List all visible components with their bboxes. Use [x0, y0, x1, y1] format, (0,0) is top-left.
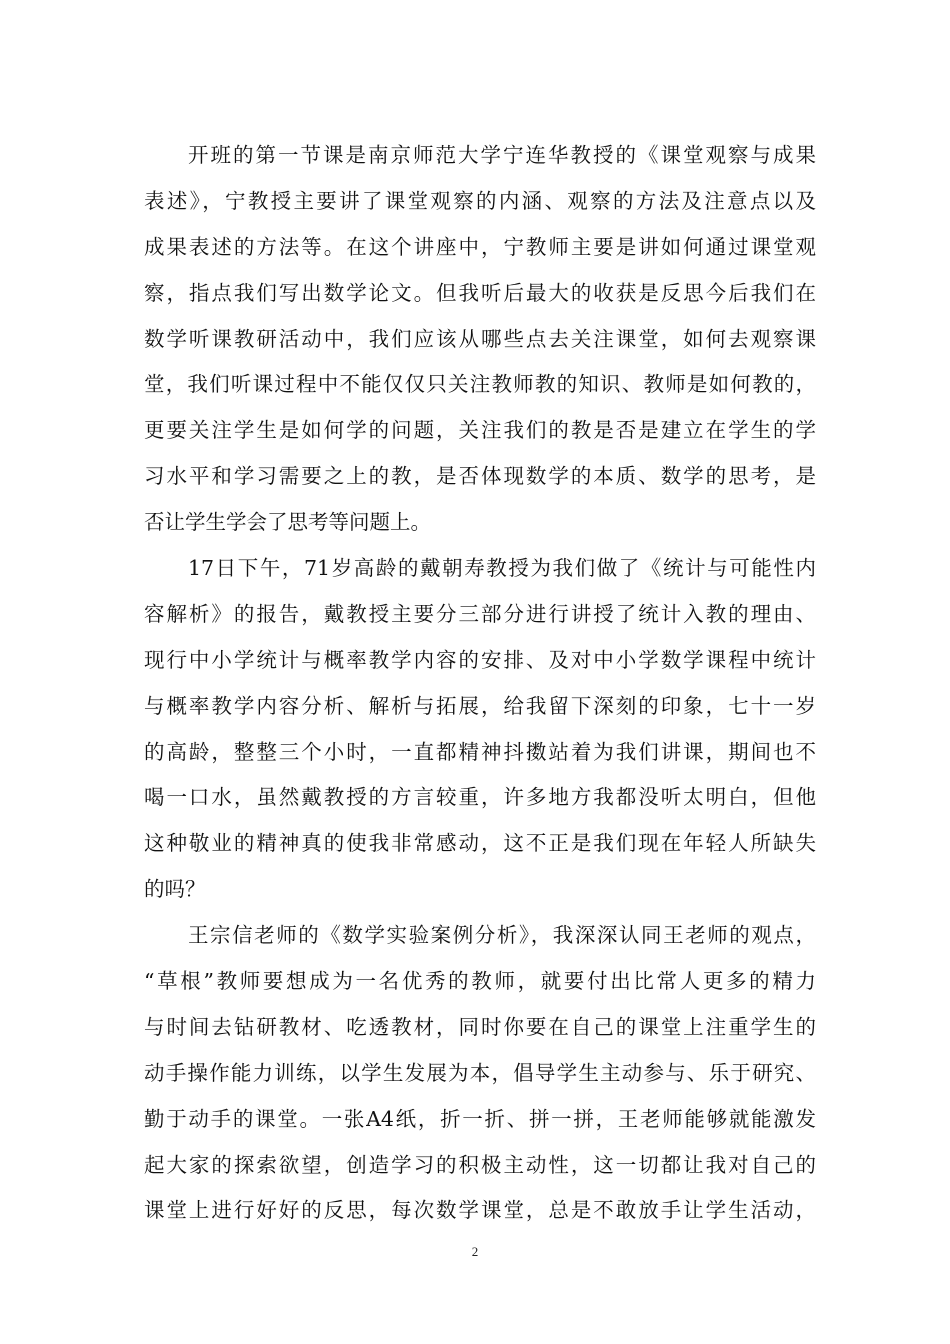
- text-line: 容解析》的报告，戴教授主要分三部分进行讲授了统计入教的理由、: [144, 601, 816, 626]
- text-line: 的吗？: [144, 877, 206, 902]
- text-line: 17日下午，71岁高龄的戴朝寿教授为我们做了《统计与可能性内: [188, 556, 816, 581]
- text-line: 习水平和学习需要之上的教，是否体现数学的本质、数学的思考，是: [144, 464, 816, 489]
- text-line: 与概率教学内容分析、解析与拓展，给我留下深刻的印象，七十一岁: [144, 693, 816, 718]
- page-number: 2: [471, 1244, 479, 1259]
- text-line: 察，指点我们写出数学论文。但我听后最大的收获是反思今后我们在: [144, 280, 816, 305]
- text-line: 与时间去钻研教材、吃透教材，同时你要在自己的课堂上注重学生的: [144, 1014, 816, 1039]
- text-line: 堂，我们听课过程中不能仅仅只关注教师教的知识、教师是如何教的，: [144, 372, 816, 397]
- text-line: 更要关注学生是如何学的问题，关注我们的教是否是建立在学生的学: [144, 418, 816, 443]
- text-line: 表述》，宁教授主要讲了课堂观察的内涵、观察的方法及注意点以及: [144, 188, 816, 213]
- text-line: “草根”教师要想成为一名优秀的教师，就要付出比常人更多的精力: [144, 969, 816, 994]
- text-line: 课堂上进行好好的反思，每次数学课堂，总是不敢放手让学生活动，: [144, 1198, 816, 1223]
- text-line: 现行中小学统计与概率教学内容的安排、及对中小学数学课程中统计: [144, 647, 816, 672]
- text-line: 喝一口水，虽然戴教授的方言较重，许多地方我都没听太明白，但他: [144, 785, 816, 810]
- text-line: 勤于动手的课堂。一张A4纸，折一折、拼一拼，王老师能够就能激发: [144, 1106, 816, 1131]
- text-line: 动手操作能力训练，以学生发展为本，倡导学生主动参与、乐于研究、: [144, 1060, 816, 1085]
- text-line: 的高龄，整整三个小时，一直都精神抖擞站着为我们讲课，期间也不: [144, 739, 816, 764]
- text-line: 王宗信老师的《数学实验案例分析》，我深深认同王老师的观点，: [188, 923, 816, 948]
- document-body: [144, 133, 816, 1234]
- text-line: 数学听课教研活动中，我们应该从哪些点去关注课堂，如何去观察课: [144, 326, 816, 351]
- text-line: 成果表述的方法等。在这个讲座中，宁教师主要是讲如何通过课堂观: [144, 234, 816, 259]
- text-line: 开班的第一节课是南京师范大学宁连华教授的《课堂观察与成果: [188, 143, 816, 167]
- text-line: 否让学生学会了思考等问题上。: [144, 510, 431, 535]
- text-line: 这种敬业的精神真的使我非常感动，这不正是我们现在年轻人所缺失: [144, 831, 816, 856]
- text-line: 起大家的探索欲望，创造学习的积极主动性，这一切都让我对自己的: [144, 1152, 816, 1177]
